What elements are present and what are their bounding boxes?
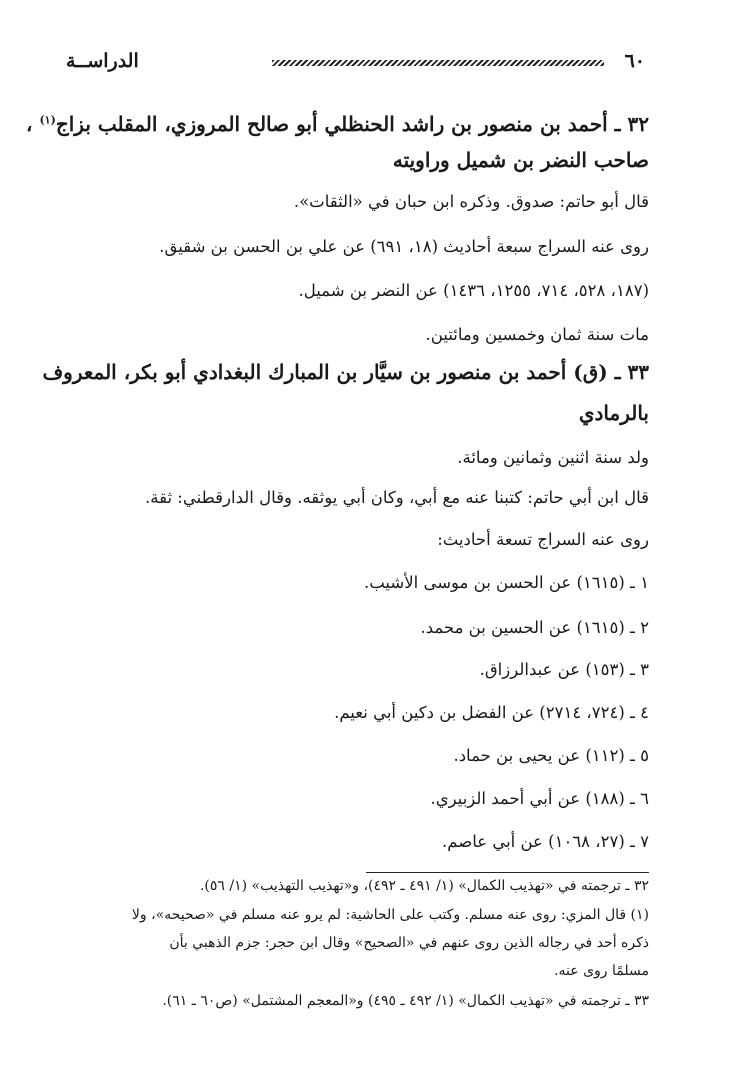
- entry33-line: قال ابن أبي حاتم: كتبنا عنه مع أبي، وكان أبي يوثقه. وقال الدارقطني: ثقة.: [145, 488, 649, 507]
- footnote-line: ٣٣ ـ ترجمته في «تهذيب الكمال» (١/ ٤٩٢ ـ ٤٩٥) و«المعجم المشتمل» (ص٦٠ ـ ٦١).: [162, 993, 649, 1009]
- entry33-heading-line2: بالرمادي: [578, 401, 649, 425]
- footnote-line: ٣٢ ـ ترجمته في «تهذيب الكمال» (١/ ٤٩١ ـ ٤٩٢)، و«تهذيب التهذيب» (١/ ٥٦).: [199, 878, 649, 894]
- entry33-line: روى عنه السراج تسعة أحاديث:: [437, 530, 649, 549]
- hadith-item: ٦ ـ (١٨٨) عن أبي أحمد الزبيري.: [430, 789, 649, 808]
- footnote-separator: [366, 872, 649, 873]
- footnote-line: ذكره أحد في رجاله الذين روى عنهم في «الصحيح» وقال ابن حجر: جزم الذهبي بأن: [169, 935, 649, 951]
- hadith-item: ٤ ـ (٧٢٤، ٢٧١٤) عن الفضل بن دكين أبي نعيم.: [334, 703, 649, 722]
- hadith-item: ٥ ـ (١١٢) عن يحيى بن حماد.: [453, 746, 649, 765]
- footnote-ref: (١): [39, 113, 56, 127]
- hadith-item: ٧ ـ (٢٧، ١٠٦٨) عن أبي عاصم.: [441, 832, 649, 851]
- hadith-item: ٣ ـ (١٥٣) عن عبدالرزاق.: [479, 660, 649, 679]
- header-rule: [272, 60, 604, 66]
- page-number: ٦٠: [624, 50, 645, 72]
- footnote-line: مسلمًا روى عنه.: [554, 963, 649, 979]
- entry33-heading-line1: ٣٣ ـ (ق) أحمد بن منصور بن سيَّار بن المبارك البغدادي أبو بكر، المعروف: [42, 360, 649, 384]
- hadith-item: ١ ـ (١٦١٥) عن الحسن بن موسى الأشيب.: [363, 573, 649, 592]
- entry32-line: مات سنة ثمان وخمسين ومائتين.: [425, 325, 649, 344]
- entry32-line: قال أبو حاتم: صدوق. وذكره ابن حبان في «الثقات».: [293, 192, 649, 211]
- section-title: الدراســة: [66, 50, 139, 72]
- footnote-line: (١) قال المزي: روى عنه مسلم. وكتب على الحاشية: لم يرو عنه مسلم في «صحيحه»، ولا: [131, 907, 649, 923]
- entry32-heading-line1: ٣٢ ـ أحمد بن منصور بن راشد الحنظلي أبو صالح المروزي، المقلب بزاج$^{(١)}$ ،: [26, 112, 649, 136]
- entry32-line: (١٨٧، ٥٢٨، ٧١٤، ١٢٥٥، ١٤٣٦) عن النضر بن شميل.: [298, 281, 649, 300]
- hadith-item: ٢ ـ (١٦١٥) عن الحسين بن محمد.: [420, 618, 649, 637]
- entry32-line: روى عنه السراج سبعة أحاديث (١٨، ٦٩١) عن علي بن الحسن بن شقيق.: [159, 237, 649, 256]
- entry32-heading-line2: صاحب النضر بن شميل وراويته: [392, 148, 649, 172]
- entry33-line: ولد سنة اثنين وثمانين ومائة.: [457, 448, 649, 467]
